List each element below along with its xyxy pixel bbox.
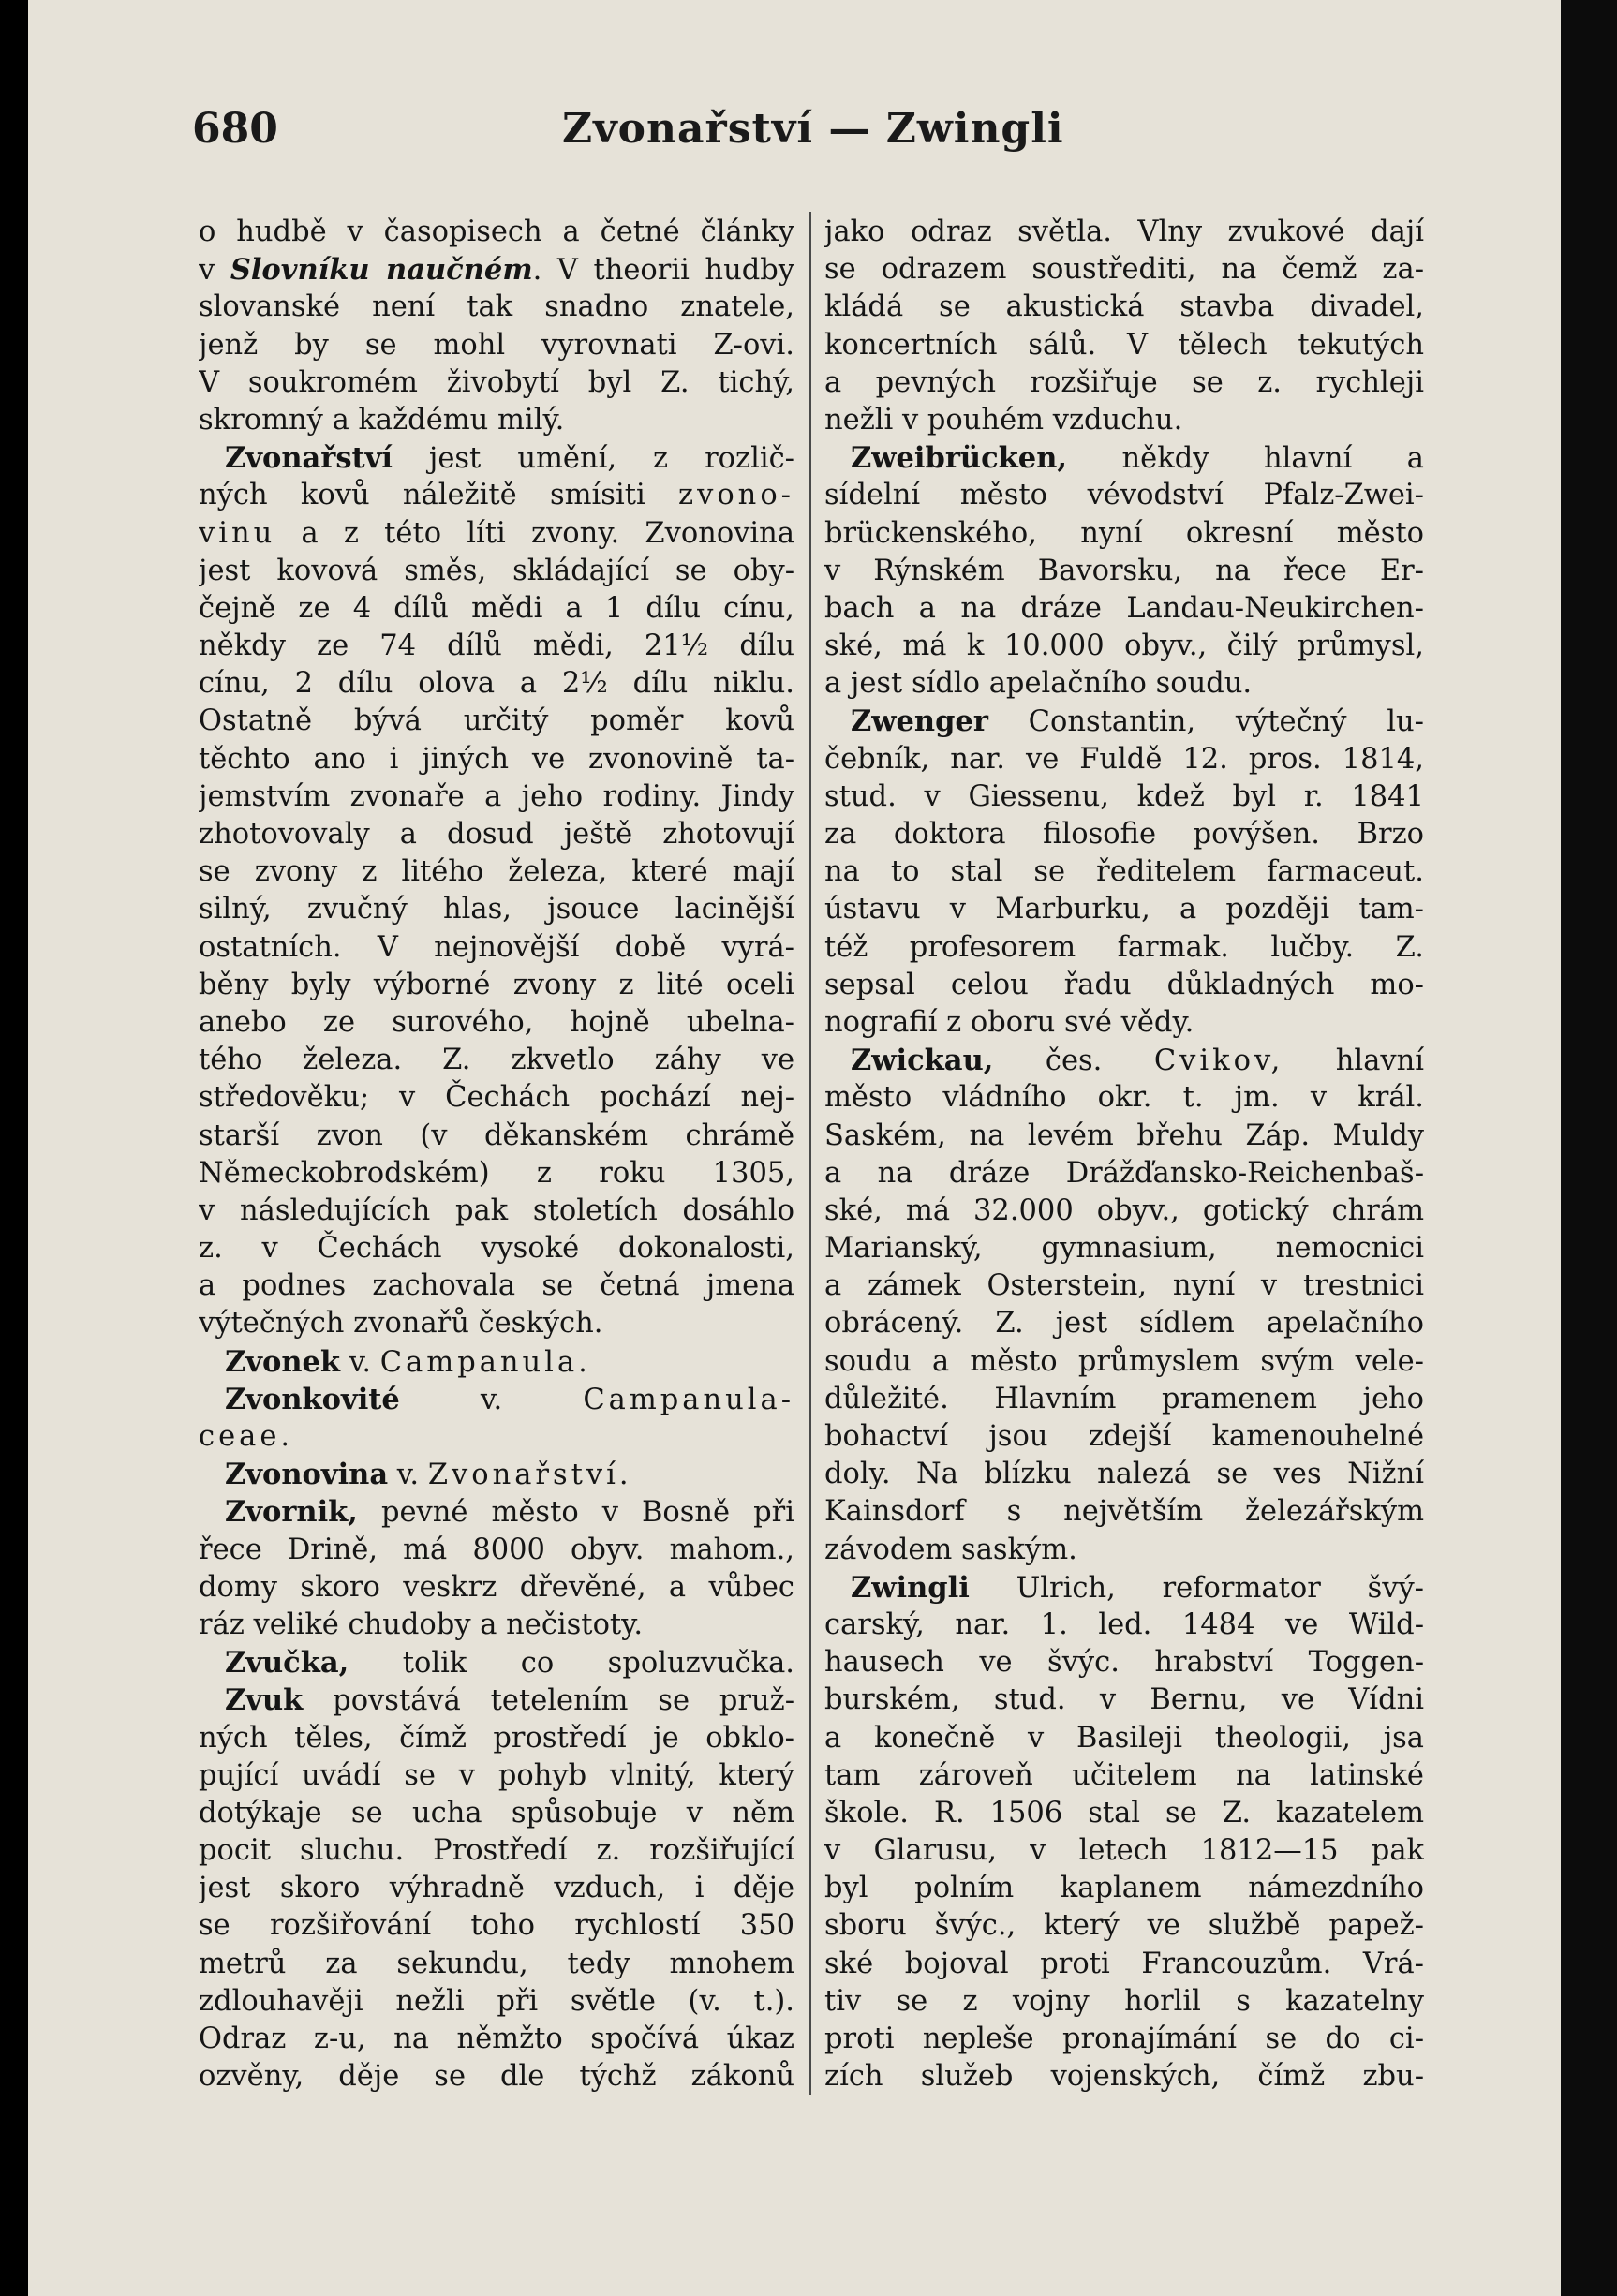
text-line: ráz veliké chudoby a nečistoty. <box>199 1607 644 1641</box>
right-column <box>824 214 1424 2096</box>
text-line: jako odraz světla. Vlny zvukové dají <box>824 215 1424 248</box>
text-line: jest skoro výhradně vzduch, i děje <box>199 1872 794 1905</box>
text-line: jest kovová směs, skládající se oby- <box>199 554 794 587</box>
text-line: sepsal celou řadu důkladných mo- <box>824 968 1424 1001</box>
text-line: zhotovovaly a dosud ještě zhotovují <box>199 818 794 851</box>
text-line: dotýkaje se ucha spůsobuje v něm <box>199 1796 794 1829</box>
text-line: cínu, 2 dílu olova a 2½ dílu niklu. <box>199 667 794 701</box>
text-line: ceae. <box>199 1420 294 1453</box>
text-line: v Slovníku naučném. V theorii hudby <box>199 253 794 288</box>
text-line: Zwenger Constantin, výtečný lu- <box>851 704 1424 739</box>
entry-zwenger <box>824 703 1424 1042</box>
text-line: kládá se akustická stavba divadel, <box>824 290 1424 324</box>
text-line: jenž by se mohl vyrovnati Z-ovi. <box>199 328 794 362</box>
text-line: za doktora filosofie povýšen. Brzo <box>824 818 1424 851</box>
text-line: a na dráze Drážďansko-Reichenbaš- <box>824 1156 1424 1190</box>
text-line: středověku; v Čechách pochází nej- <box>199 1081 794 1115</box>
text-line: ných těles, čímž prostředí je obklo- <box>199 1721 794 1755</box>
entry-zvucka <box>199 1644 794 1681</box>
text-line: pující uvádí se v pohyb vlnitý, který <box>199 1758 794 1792</box>
headword: Zvornik, <box>225 1495 358 1530</box>
text-line: Zvonovina v. Zvonařství. <box>225 1458 632 1492</box>
text-line: silný, zvučný hlas, jsouce lacinější <box>199 893 794 926</box>
text-line: se rozšiřování toho rychlostí 350 <box>199 1909 794 1943</box>
text-line: Německobrodském) z roku 1305, <box>199 1156 794 1190</box>
text-line: starší zvon (v děkanském chrámě <box>199 1118 794 1152</box>
text-line: čejně ze 4 dílů mědi a 1 dílu cínu, <box>199 591 794 625</box>
text-line: bohactví jsou zdejší kamenouhelné <box>824 1420 1424 1453</box>
text-line: nografií z oboru své vědy. <box>824 1005 1194 1039</box>
text-line: se zvony z litého železa, které mají <box>199 855 794 889</box>
text-line: Zvornik, pevné město v Bosně při <box>225 1495 794 1530</box>
text-line: čebník, nar. ve Fuldě 12. pros. 1814, <box>824 742 1424 776</box>
entry-continuation <box>824 214 1424 439</box>
text-line: slovanské není tak snadno znatele, <box>199 290 794 324</box>
entry-zwingli <box>824 1569 1424 2096</box>
entry-zvonarstvi <box>199 439 794 1343</box>
text-line: nežli v pouhém vzduchu. <box>824 403 1183 437</box>
text-line: vinu a z této líti zvony. Zvonovina <box>199 516 794 550</box>
headword: Zvonařství <box>225 441 393 476</box>
text-line: Zvuk povstává tetelením se pruž- <box>225 1683 794 1718</box>
text-line: anebo ze surového, hojně ubelna- <box>199 1005 794 1039</box>
text-line: a konečně v Basileji theologii, jsa <box>824 1721 1424 1755</box>
headword: Zwingli <box>851 1570 970 1605</box>
text-line: sídelní město vévodství Pfalz-Zwei- <box>824 479 1424 512</box>
headword: Zvonovina <box>225 1458 389 1492</box>
running-head: Zvonařství — Zwingli <box>562 105 1064 153</box>
text-line: běny byly výborné zvony z lité oceli <box>199 968 794 1001</box>
text-line: brückenského, nyní okresní město <box>824 516 1424 550</box>
text-line: a podnes zachovala se četná jmena <box>199 1269 794 1303</box>
text-line: stud. v Giessenu, kdež byl r. 1841 <box>824 779 1424 813</box>
text-line: zdlouhavěji nežli při světle (v. t.). <box>199 1984 794 2018</box>
text-line: sboru švýc., který ve službě papež- <box>824 1909 1424 1943</box>
headword: Zwickau, <box>851 1044 994 1078</box>
headword: Zvuk <box>225 1683 304 1718</box>
text-line: též profesorem farmak. lučby. Z. <box>824 930 1424 964</box>
text-line: Zvonek v. Campanula. <box>225 1344 591 1379</box>
text-line: Ostatně bývá určitý poměr kovů <box>199 704 794 738</box>
text-line: skromný a každému milý. <box>199 403 565 437</box>
text-line: ské, má k 10.000 obyv., čilý průmysl, <box>824 630 1424 663</box>
text-line: někdy ze 74 dílů mědi, 21½ dílu <box>199 630 794 663</box>
entry-zweibrucken <box>824 439 1424 703</box>
entry-zvonkovite <box>199 1381 794 1456</box>
text-line: a pevných rozšiřuje se z. rychleji <box>824 365 1424 399</box>
text-line: burském, stud. v Bernu, ve Vídni <box>824 1683 1424 1717</box>
text-line: závodem saským. <box>824 1533 1077 1566</box>
text-line: těchto ano i jiných ve zvonovině ta- <box>199 742 794 776</box>
text-line: ské bojoval proti Francouzům. Vrá- <box>824 1947 1424 1980</box>
text-line: Zvučka, tolik co spoluzvučka. <box>225 1646 794 1681</box>
text-line: škole. R. 1506 stal se Z. kazatelem <box>824 1796 1424 1829</box>
text-line: a zámek Osterstein, nyní v trestnici <box>824 1269 1424 1303</box>
text-line: v následujících pak stoletích dosáhlo <box>199 1193 794 1227</box>
text-line: ozvěny, děje se dle týchž zákonů <box>199 2060 794 2094</box>
page-edge-shadow <box>1561 0 1617 2296</box>
headword: Zvonek <box>225 1344 341 1379</box>
text-line: tiv se z vojny horlil s kazatelny <box>824 1984 1424 2018</box>
headword: Zvučka, <box>225 1646 349 1681</box>
text-line: důležité. Hlavním pramenem jeho <box>824 1382 1424 1415</box>
text-line: byl polním kaplanem námezdního <box>824 1872 1424 1905</box>
text-line: se odrazem soustřediti, na čemž za- <box>824 253 1424 287</box>
text-line: carský, nar. 1. led. 1484 ve Wild- <box>824 1607 1424 1641</box>
entry-continuation <box>199 214 794 439</box>
entry-zvonek <box>199 1343 794 1381</box>
text-line: Odraz z-u, na němžto spočívá úkaz <box>199 2022 794 2055</box>
headword: Zvonkovité <box>225 1382 400 1416</box>
text-line: pocit sluchu. Prostředí z. rozšiřující <box>199 1834 794 1868</box>
entry-zvonovina <box>199 1456 794 1493</box>
page-number: 680 <box>192 105 278 153</box>
text-line: řece Drině, má 8000 obyv. mahom., <box>199 1533 794 1566</box>
text-line: hausech ve švýc. hrabství Toggen- <box>824 1646 1424 1680</box>
headword: Zweibrücken, <box>851 441 1067 476</box>
italic-title: Slovníku naučném <box>230 253 533 288</box>
text-line: Zvonařství jest umění, z rozlič- <box>225 441 794 476</box>
text-line: Zwingli Ulrich, reformator švý- <box>851 1570 1424 1605</box>
text-line: ostatních. V nejnovější době vyrá- <box>199 930 794 964</box>
text-line: Saském, na levém břehu Záp. Muldy <box>824 1118 1424 1152</box>
text-line: obrácený. Z. jest sídlem apelačního <box>824 1307 1424 1341</box>
text-line: v Glarusu, v letech 1812—15 pak <box>824 1834 1424 1868</box>
text-line: město vládního okr. t. jm. v král. <box>824 1081 1424 1115</box>
entry-zvornik <box>199 1493 794 1644</box>
text-line: Zwickau, čes. Cvikov, hlavní <box>851 1044 1424 1078</box>
text-line: ných kovů náležitě smísiti zvono- <box>199 479 794 512</box>
text-line: Zvonkovité v. Campanula- <box>225 1382 794 1416</box>
page-header <box>0 105 1617 170</box>
text-line: tého železa. Z. zkvetlo záhy ve <box>199 1044 794 1077</box>
text-line: Kainsdorf s největším železářským <box>824 1495 1424 1529</box>
text-line: soudu a město průmyslem svým vele- <box>824 1344 1424 1378</box>
headword: Zwenger <box>851 704 988 739</box>
text-line: tam zároveň učitelem na latinské <box>824 1758 1424 1792</box>
text-line: jemstvím zvonaře a jeho rodiny. Jindy <box>199 779 794 813</box>
text-line: domy skoro veskrz dřevěné, a vůbec <box>199 1570 794 1604</box>
text-line: bach a na dráze Landau-Neukirchen- <box>824 591 1424 625</box>
entry-zwickau <box>824 1042 1424 1569</box>
text-line: ské, má 32.000 obyv., gotický chrám <box>824 1193 1424 1227</box>
text-line: o hudbě v časopisech a četné články <box>199 215 794 248</box>
text-line: koncertních sálů. V tělech tekutých <box>824 328 1424 362</box>
text-line: a jest sídlo apelačního soudu. <box>824 667 1253 701</box>
text-line: v Rýnském Bavorsku, na řece Er- <box>824 554 1424 587</box>
text-line: ústavu v Marburku, a později tam- <box>824 893 1424 926</box>
text-line: V soukromém živobytí byl Z. tichý, <box>199 365 794 399</box>
text-line: výtečných zvonařů českých. <box>199 1307 603 1341</box>
text-line: doly. Na blízku nalezá se ves Nižní <box>824 1458 1424 1491</box>
text-line: proti nepleše pronajímání se do ci- <box>824 2022 1424 2055</box>
text-line: na to stal se ředitelem farmaceut. <box>824 855 1424 889</box>
text-line: Zweibrücken, někdy hlavní a <box>851 441 1424 476</box>
column-divider <box>809 212 811 2095</box>
text-line: zích služeb vojenských, čímž zbu- <box>824 2060 1424 2094</box>
text-line: metrů za sekundu, tedy mnohem <box>199 1947 794 1980</box>
entry-zvuk <box>199 1681 794 2096</box>
text-line: z. v Čechách vysoké dokonalosti, <box>199 1232 794 1266</box>
left-column <box>199 214 794 2096</box>
text-line: Marianský, gymnasium, nemocnici <box>824 1232 1424 1266</box>
